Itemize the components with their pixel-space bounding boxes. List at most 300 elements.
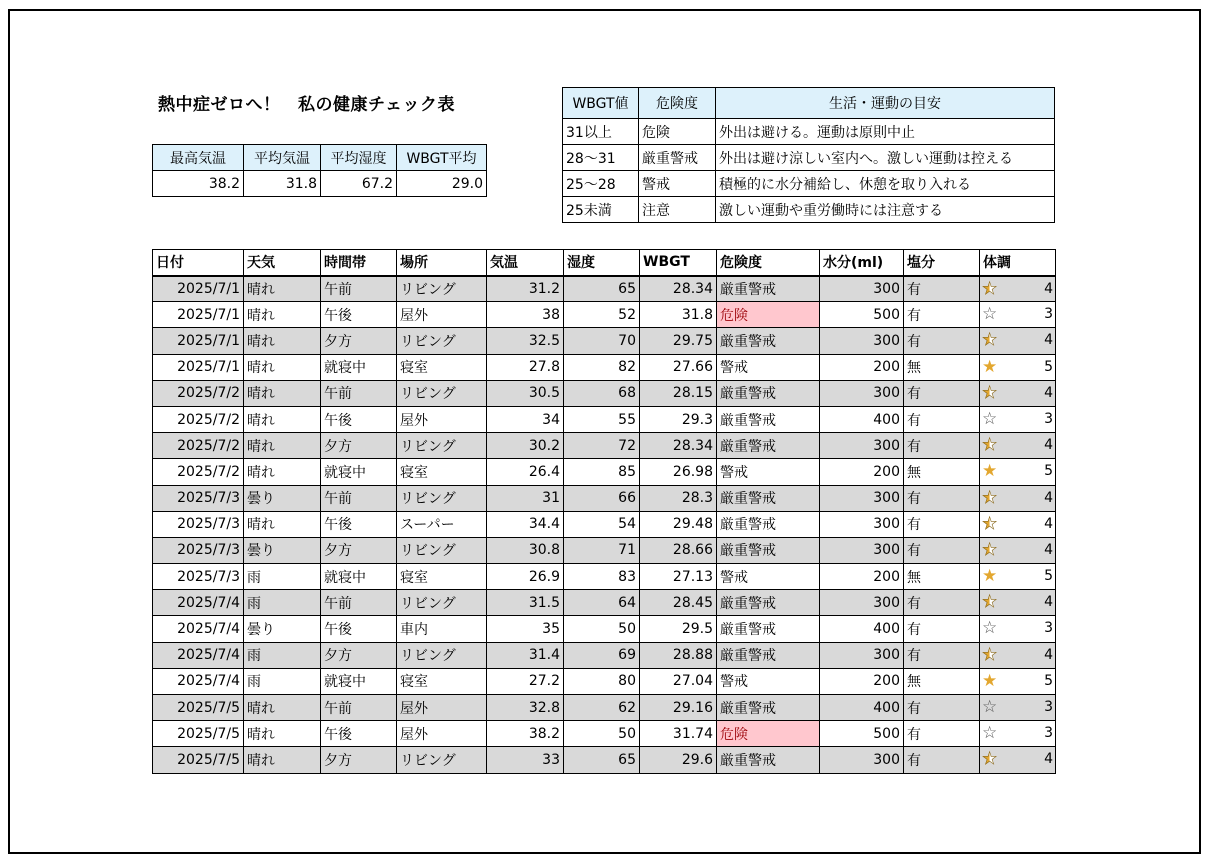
table-row [153,564,1056,590]
cell-condition[interactable] [980,616,1056,642]
table-row [153,276,1056,302]
legend-row [563,119,1055,145]
condition-value: 3 [1044,410,1053,427]
cell-risk[interactable]: 厳重警戒 [717,276,820,302]
cell-date[interactable]: 2025/7/1 [153,276,244,302]
cell-date[interactable]: 2025/7/4 [153,642,244,668]
cell-water[interactable]: 300 [820,433,904,459]
cell-temperature[interactable]: 34.4 [487,511,564,537]
cell-weather[interactable]: 曇り [244,537,321,563]
legend-wbgt-range[interactable]: 25未満 [563,197,639,223]
cell-place[interactable]: 屋外 [397,695,487,721]
cell-salt[interactable]: 有 [904,590,980,616]
cell-date[interactable]: 2025/7/1 [153,328,244,354]
cell-salt[interactable]: 有 [904,406,980,432]
star-icon: ★ [982,487,998,508]
cell-time-slot[interactable]: 午後 [321,721,397,747]
cell-weather[interactable]: 晴れ [244,354,321,380]
cell-risk[interactable]: 厳重警戒 [717,642,820,668]
cell-temperature[interactable]: 30.5 [487,380,564,406]
cell-temperature[interactable]: 32.5 [487,328,564,354]
cell-time-slot[interactable]: 就寝中 [321,354,397,380]
summary-header-wbgt-avg[interactable]: WBGT平均 [397,145,487,171]
cell-water[interactable]: 200 [820,564,904,590]
cell-salt[interactable]: 無 [904,459,980,485]
legend-wbgt-range[interactable]: 31以上 [563,119,639,145]
cell-time-slot[interactable]: 午前 [321,380,397,406]
cell-weather[interactable]: 曇り [244,616,321,642]
star-icon: ★ [982,539,998,560]
star-icon: ☆ [982,697,998,717]
cell-temperature[interactable]: 33 [487,747,564,773]
cell-temperature[interactable]: 31.5 [487,590,564,616]
cell-humidity[interactable]: 55 [564,406,640,432]
cell-risk[interactable]: 厳重警戒 [717,616,820,642]
log-header-condition[interactable]: 体調 [980,250,1056,276]
cell-wbgt[interactable]: 29.3 [640,406,717,432]
star-icon: ☆ [982,618,998,639]
summary-header-avg-humidity[interactable]: 平均湿度 [321,145,397,171]
cell-wbgt[interactable]: 29.75 [640,328,717,354]
cell-salt[interactable]: 無 [904,564,980,590]
cell-humidity[interactable]: 71 [564,537,640,563]
cell-condition[interactable] [980,354,1056,380]
cell-water[interactable]: 500 [820,721,904,747]
condition-value: 4 [1044,646,1053,663]
cell-condition[interactable] [980,590,1056,616]
cell-condition[interactable] [980,668,1056,694]
cell-condition[interactable] [980,695,1056,721]
legend-guide-text[interactable]: 激しい運動や重労働時には注意する [716,197,1055,223]
cell-wbgt[interactable]: 27.04 [640,668,717,694]
cell-salt[interactable]: 有 [904,721,980,747]
cell-weather[interactable]: 曇り [244,485,321,511]
cell-weather[interactable]: 雨 [244,668,321,694]
condition-value: 4 [1044,437,1053,454]
log-header-date[interactable]: 日付 [153,250,244,276]
summary-avg-humidity[interactable]: 67.2 [321,171,397,197]
cell-temperature[interactable]: 30.2 [487,433,564,459]
cell-place[interactable]: 屋外 [397,302,487,328]
cell-condition[interactable] [980,380,1056,406]
legend-header-wbgt[interactable]: WBGT値 [563,88,639,119]
cell-time-slot[interactable]: 就寝中 [321,459,397,485]
cell-risk[interactable]: 厳重警戒 [717,747,820,773]
cell-time-slot[interactable]: 午前 [321,485,397,511]
cell-risk[interactable]: 厳重警戒 [717,433,820,459]
cell-wbgt[interactable]: 28.66 [640,537,717,563]
cell-water[interactable]: 200 [820,459,904,485]
summary-header-avg-temp[interactable]: 平均気温 [244,145,321,171]
cell-wbgt[interactable]: 27.13 [640,564,717,590]
health-log-table [152,249,1056,774]
cell-condition[interactable] [980,302,1056,328]
summary-header-max-temp[interactable]: 最高気温 [153,145,244,171]
table-row [153,380,1056,406]
cell-place[interactable]: 屋外 [397,721,487,747]
cell-temperature[interactable]: 34 [487,406,564,432]
cell-condition[interactable] [980,564,1056,590]
cell-temperature[interactable]: 26.9 [487,564,564,590]
log-header-weather[interactable]: 天気 [244,250,321,276]
table-row [153,302,1056,328]
cell-weather[interactable]: 晴れ [244,406,321,432]
cell-salt[interactable]: 無 [904,354,980,380]
table-row [153,747,1056,773]
star-icon: ★ [982,435,998,456]
cell-temperature[interactable]: 26.4 [487,459,564,485]
cell-weather[interactable]: 晴れ [244,302,321,328]
cell-humidity[interactable]: 52 [564,302,640,328]
cell-time-slot[interactable]: 夕方 [321,537,397,563]
cell-date[interactable]: 2025/7/2 [153,433,244,459]
cell-humidity[interactable]: 70 [564,328,640,354]
cell-wbgt[interactable]: 28.15 [640,380,717,406]
cell-humidity[interactable]: 68 [564,380,640,406]
cell-weather[interactable]: 雨 [244,564,321,590]
table-row [153,433,1056,459]
cell-wbgt[interactable]: 29.16 [640,695,717,721]
star-icon: ★ [982,670,998,691]
cell-weather[interactable]: 晴れ [244,276,321,302]
cell-humidity[interactable]: 80 [564,668,640,694]
cell-wbgt[interactable]: 28.34 [640,276,717,302]
cell-date[interactable]: 2025/7/5 [153,721,244,747]
cell-water[interactable]: 300 [820,511,904,537]
star-icon: ★ [982,513,998,534]
cell-place[interactable]: リビング [397,433,487,459]
cell-humidity[interactable]: 50 [564,616,640,642]
cell-date[interactable]: 2025/7/4 [153,668,244,694]
cell-salt[interactable]: 無 [904,668,980,694]
cell-humidity[interactable]: 72 [564,433,640,459]
condition-value: 5 [1044,568,1053,585]
cell-place[interactable]: 寝室 [397,354,487,380]
condition-value: 5 [1044,358,1053,375]
cell-time-slot[interactable]: 午後 [321,302,397,328]
condition-value: 4 [1044,332,1053,349]
table-row [153,695,1056,721]
cell-salt[interactable]: 有 [904,511,980,537]
legend-row [563,145,1055,171]
summary-wbgt-avg[interactable]: 29.0 [397,171,487,197]
condition-value: 5 [1044,463,1053,480]
cell-risk[interactable]: 厳重警戒 [717,406,820,432]
legend-risk-level[interactable]: 注意 [639,197,716,223]
cell-salt[interactable]: 有 [904,616,980,642]
cell-wbgt[interactable]: 28.45 [640,590,717,616]
cell-temperature[interactable]: 32.8 [487,695,564,721]
cell-condition[interactable] [980,276,1056,302]
table-row [153,406,1056,432]
table-row [153,328,1056,354]
cell-weather[interactable]: 晴れ [244,380,321,406]
cell-date[interactable]: 2025/7/5 [153,695,244,721]
cell-time-slot[interactable]: 午前 [321,695,397,721]
cell-humidity[interactable]: 85 [564,459,640,485]
legend-risk-level[interactable]: 警戒 [639,171,716,197]
table-row [153,511,1056,537]
cell-temperature[interactable]: 31.2 [487,276,564,302]
cell-time-slot[interactable]: 午前 [321,276,397,302]
star-icon: ★ [982,644,998,665]
cell-date[interactable]: 2025/7/1 [153,302,244,328]
cell-date[interactable]: 2025/7/5 [153,747,244,773]
legend-row [563,197,1055,223]
log-header-place[interactable]: 場所 [397,250,487,276]
condition-value: 3 [1044,306,1053,323]
cell-water[interactable]: 300 [820,328,904,354]
table-row [153,668,1056,694]
cell-humidity[interactable]: 69 [564,642,640,668]
condition-value: 4 [1044,515,1053,532]
condition-value: 4 [1044,594,1053,611]
cell-date[interactable]: 2025/7/1 [153,354,244,380]
log-header-time-slot[interactable]: 時間帯 [321,250,397,276]
cell-weather[interactable]: 晴れ [244,328,321,354]
cell-place[interactable]: リビング [397,485,487,511]
cell-risk[interactable]: 厳重警戒 [717,590,820,616]
cell-time-slot[interactable]: 夕方 [321,328,397,354]
condition-value: 4 [1044,541,1053,558]
summary-table [152,144,487,197]
cell-condition[interactable] [980,485,1056,511]
star-icon: ★ [982,566,998,587]
cell-wbgt[interactable]: 31.74 [640,721,717,747]
cell-place[interactable]: 寝室 [397,564,487,590]
cell-risk[interactable]: 厳重警戒 [717,485,820,511]
cell-wbgt[interactable]: 29.48 [640,511,717,537]
cell-risk[interactable]: 警戒 [717,668,820,694]
cell-risk[interactable]: 厳重警戒 [717,328,820,354]
cell-condition[interactable] [980,642,1056,668]
cell-place[interactable]: リビング [397,328,487,354]
legend-wbgt-range[interactable]: 25～28 [563,171,639,197]
cell-salt[interactable]: 有 [904,380,980,406]
cell-water[interactable]: 400 [820,406,904,432]
cell-temperature[interactable]: 31.4 [487,642,564,668]
cell-date[interactable]: 2025/7/2 [153,459,244,485]
legend-risk-level[interactable]: 厳重警戒 [639,145,716,171]
cell-condition[interactable] [980,459,1056,485]
cell-condition[interactable] [980,747,1056,773]
cell-humidity[interactable]: 50 [564,721,640,747]
cell-wbgt[interactable]: 31.8 [640,302,717,328]
legend-guide-text[interactable]: 積極的に水分補給し、休憩を取り入れる [716,171,1055,197]
cell-wbgt[interactable]: 28.34 [640,433,717,459]
cell-condition[interactable] [980,328,1056,354]
log-header-risk[interactable]: 危険度 [717,250,820,276]
cell-water[interactable]: 300 [820,590,904,616]
cell-weather[interactable]: 晴れ [244,433,321,459]
cell-water[interactable]: 400 [820,616,904,642]
cell-place[interactable]: リビング [397,590,487,616]
log-header-salt[interactable]: 塩分 [904,250,980,276]
cell-water[interactable]: 500 [820,302,904,328]
cell-weather[interactable]: 雨 [244,642,321,668]
log-header-wbgt[interactable]: WBGT [640,250,717,276]
legend-risk-level[interactable]: 危険 [639,119,716,145]
cell-wbgt[interactable]: 27.66 [640,354,717,380]
cell-date[interactable]: 2025/7/3 [153,485,244,511]
cell-humidity[interactable]: 62 [564,695,640,721]
cell-humidity[interactable]: 54 [564,511,640,537]
cell-temperature[interactable]: 27.8 [487,354,564,380]
cell-risk[interactable]: 厳重警戒 [717,511,820,537]
cell-place[interactable]: 寝室 [397,459,487,485]
cell-time-slot[interactable]: 午後 [321,616,397,642]
cell-date[interactable]: 2025/7/3 [153,511,244,537]
cell-wbgt[interactable]: 26.98 [640,459,717,485]
cell-condition[interactable] [980,537,1056,563]
cell-water[interactable]: 400 [820,695,904,721]
cell-water[interactable]: 200 [820,668,904,694]
cell-humidity[interactable]: 65 [564,747,640,773]
cell-place[interactable]: リビング [397,537,487,563]
cell-salt[interactable]: 有 [904,276,980,302]
cell-time-slot[interactable]: 午後 [321,406,397,432]
legend-guide-text[interactable]: 外出は避ける。運動は原則中止 [716,119,1055,145]
cell-temperature[interactable]: 38 [487,302,564,328]
legend-header-risk[interactable]: 危険度 [639,88,716,119]
log-header-temperature[interactable]: 気温 [487,250,564,276]
cell-salt[interactable]: 有 [904,695,980,721]
cell-date[interactable]: 2025/7/2 [153,380,244,406]
cell-salt[interactable]: 有 [904,433,980,459]
cell-water[interactable]: 300 [820,747,904,773]
condition-value: 3 [1044,620,1053,637]
cell-water[interactable]: 300 [820,276,904,302]
cell-risk[interactable]: 警戒 [717,564,820,590]
cell-risk[interactable]: 厳重警戒 [717,695,820,721]
legend-wbgt-range[interactable]: 28～31 [563,145,639,171]
cell-humidity[interactable]: 83 [564,564,640,590]
cell-temperature[interactable]: 38.2 [487,721,564,747]
condition-value: 4 [1044,280,1053,297]
table-row [153,616,1056,642]
page-title: 熱中症ゼロへ！ 私の健康チェック表 [158,95,455,115]
cell-humidity[interactable]: 82 [564,354,640,380]
table-row [153,590,1056,616]
cell-place[interactable]: リビング [397,276,487,302]
cell-place[interactable]: 車内 [397,616,487,642]
cell-place[interactable]: リビング [397,747,487,773]
cell-condition[interactable] [980,406,1056,432]
cell-date[interactable]: 2025/7/2 [153,406,244,432]
table-row [153,459,1056,485]
cell-risk[interactable]: 厳重警戒 [717,537,820,563]
cell-place[interactable]: 寝室 [397,668,487,694]
summary-max-temp[interactable]: 38.2 [153,171,244,197]
cell-weather[interactable]: 晴れ [244,459,321,485]
cell-date[interactable]: 2025/7/4 [153,616,244,642]
condition-value: 4 [1044,489,1053,506]
cell-wbgt[interactable]: 28.88 [640,642,717,668]
cell-wbgt[interactable]: 29.6 [640,747,717,773]
log-header-water[interactable]: 水分(ml) [820,250,904,276]
cell-risk[interactable]: 警戒 [717,459,820,485]
condition-value: 4 [1044,751,1053,768]
cell-time-slot[interactable]: 夕方 [321,642,397,668]
cell-water[interactable]: 300 [820,380,904,406]
star-icon: ☆ [982,408,998,429]
cell-time-slot[interactable]: 夕方 [321,747,397,773]
table-row [153,642,1056,668]
cell-date[interactable]: 2025/7/4 [153,590,244,616]
cell-salt[interactable]: 有 [904,302,980,328]
cell-place[interactable]: スーパー [397,511,487,537]
cell-salt[interactable]: 有 [904,485,980,511]
cell-water[interactable]: 300 [820,485,904,511]
cell-weather[interactable]: 晴れ [244,747,321,773]
legend-guide-text[interactable]: 外出は避け涼しい室内へ。激しい運動は控える [716,145,1055,171]
log-header-humidity[interactable]: 湿度 [564,250,640,276]
star-icon: ★ [982,356,998,377]
cell-water[interactable]: 200 [820,354,904,380]
star-icon: ★ [982,461,998,482]
cell-weather[interactable]: 雨 [244,590,321,616]
cell-place[interactable]: リビング [397,642,487,668]
cell-humidity[interactable]: 66 [564,485,640,511]
condition-value: 3 [1044,699,1053,715]
cell-place[interactable]: 屋外 [397,406,487,432]
cell-condition[interactable] [980,433,1056,459]
cell-time-slot[interactable]: 就寝中 [321,564,397,590]
cell-temperature[interactable]: 30.8 [487,537,564,563]
cell-risk[interactable]: 厳重警戒 [717,380,820,406]
cell-weather[interactable]: 晴れ [244,511,321,537]
cell-risk[interactable]: 警戒 [717,354,820,380]
cell-temperature[interactable]: 31 [487,485,564,511]
cell-time-slot[interactable]: 就寝中 [321,668,397,694]
summary-avg-temp[interactable]: 31.8 [244,171,321,197]
cell-water[interactable]: 300 [820,642,904,668]
legend-row [563,171,1055,197]
cell-risk[interactable]: 危険 [717,721,820,747]
cell-condition[interactable] [980,721,1056,747]
table-row [153,537,1056,563]
star-icon: ★ [982,382,998,403]
cell-place[interactable]: リビング [397,380,487,406]
cell-water[interactable]: 300 [820,537,904,563]
star-icon: ★ [982,749,998,770]
cell-time-slot[interactable]: 午前 [321,590,397,616]
cell-time-slot[interactable]: 午後 [321,511,397,537]
cell-date[interactable]: 2025/7/3 [153,564,244,590]
cell-humidity[interactable]: 64 [564,590,640,616]
cell-weather[interactable]: 晴れ [244,721,321,747]
cell-wbgt[interactable]: 28.3 [640,485,717,511]
cell-date[interactable]: 2025/7/3 [153,537,244,563]
star-icon: ☆ [982,723,998,744]
cell-salt[interactable]: 有 [904,537,980,563]
cell-time-slot[interactable]: 夕方 [321,433,397,459]
cell-humidity[interactable]: 65 [564,276,640,302]
cell-weather[interactable]: 晴れ [244,695,321,721]
table-row [153,721,1056,747]
condition-value: 5 [1044,672,1053,689]
legend-header-guide[interactable]: 生活・運動の目安 [716,88,1055,119]
cell-risk[interactable]: 危険 [717,302,820,328]
cell-salt[interactable]: 有 [904,328,980,354]
cell-wbgt[interactable]: 29.5 [640,616,717,642]
cell-condition[interactable] [980,511,1056,537]
cell-temperature[interactable]: 27.2 [487,668,564,694]
cell-temperature[interactable]: 35 [487,616,564,642]
condition-value: 3 [1044,725,1053,742]
cell-salt[interactable]: 有 [904,747,980,773]
cell-salt[interactable]: 有 [904,642,980,668]
